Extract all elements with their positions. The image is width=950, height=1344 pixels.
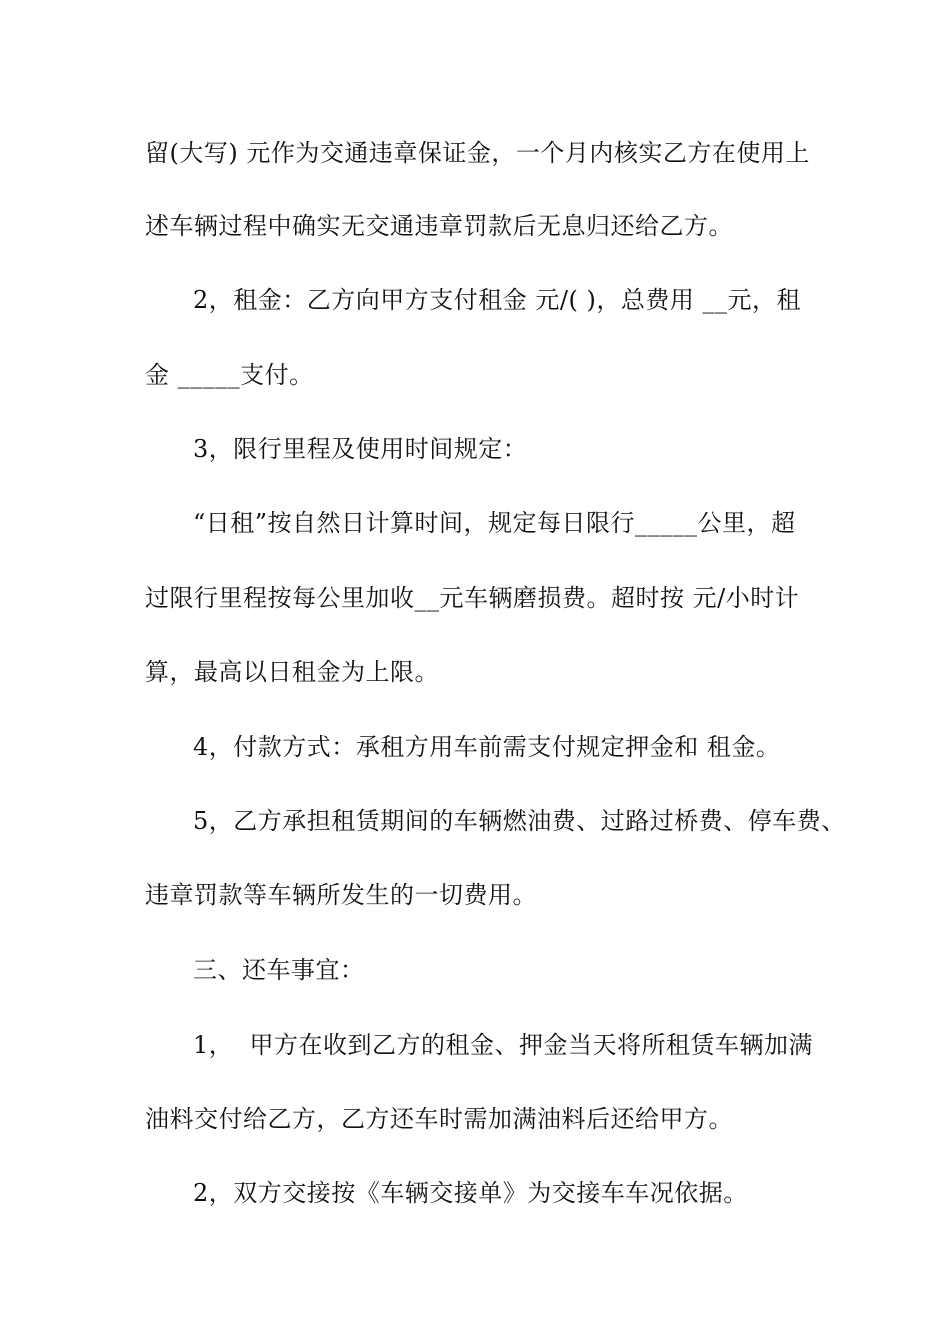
text-line: 4，付款方式：承租方用车前需支付规定押金和 租金。 (193, 733, 781, 761)
section-heading: 三、还车事宜： (193, 956, 365, 984)
text-line: 1， 甲方在收到乙方的租金、押金当天将所租赁车辆加满 (193, 1031, 814, 1059)
text-line: 述车辆过程中确实无交通违章罚款后无息归还给乙方。 (145, 212, 733, 240)
text-line: 油料交付给乙方，乙方还车时需加满油料后还给甲方。 (145, 1105, 733, 1133)
text-line: “日租”按自然日计算时间，规定每日限行_____公里，超 (193, 509, 796, 537)
text-line: 金 _____支付。 (145, 361, 314, 389)
text-line: 算，最高以日租金为上限。 (145, 658, 439, 686)
text-line: 3，限行里程及使用时间规定： (193, 435, 528, 463)
text-line: 过限行里程按每公里加收__元车辆磨损费。超时按 元/小时计 (145, 584, 800, 612)
text-line: 违章罚款等车辆所发生的一切费用。 (145, 881, 537, 909)
text-line: 5，乙方承担租赁期间的车辆燃油费、过路过桥费、停车费、 (193, 807, 846, 835)
text-line: 留(大写) 元作为交通违章保证金，一个月内核实乙方在使用上 (145, 139, 810, 167)
text-line: 2，双方交接按《车辆交接单》为交接车车况依据。 (193, 1179, 748, 1207)
text-line: 2，租金：乙方向甲方支付租金 元/( )，总费用 __元，租 (193, 286, 801, 314)
